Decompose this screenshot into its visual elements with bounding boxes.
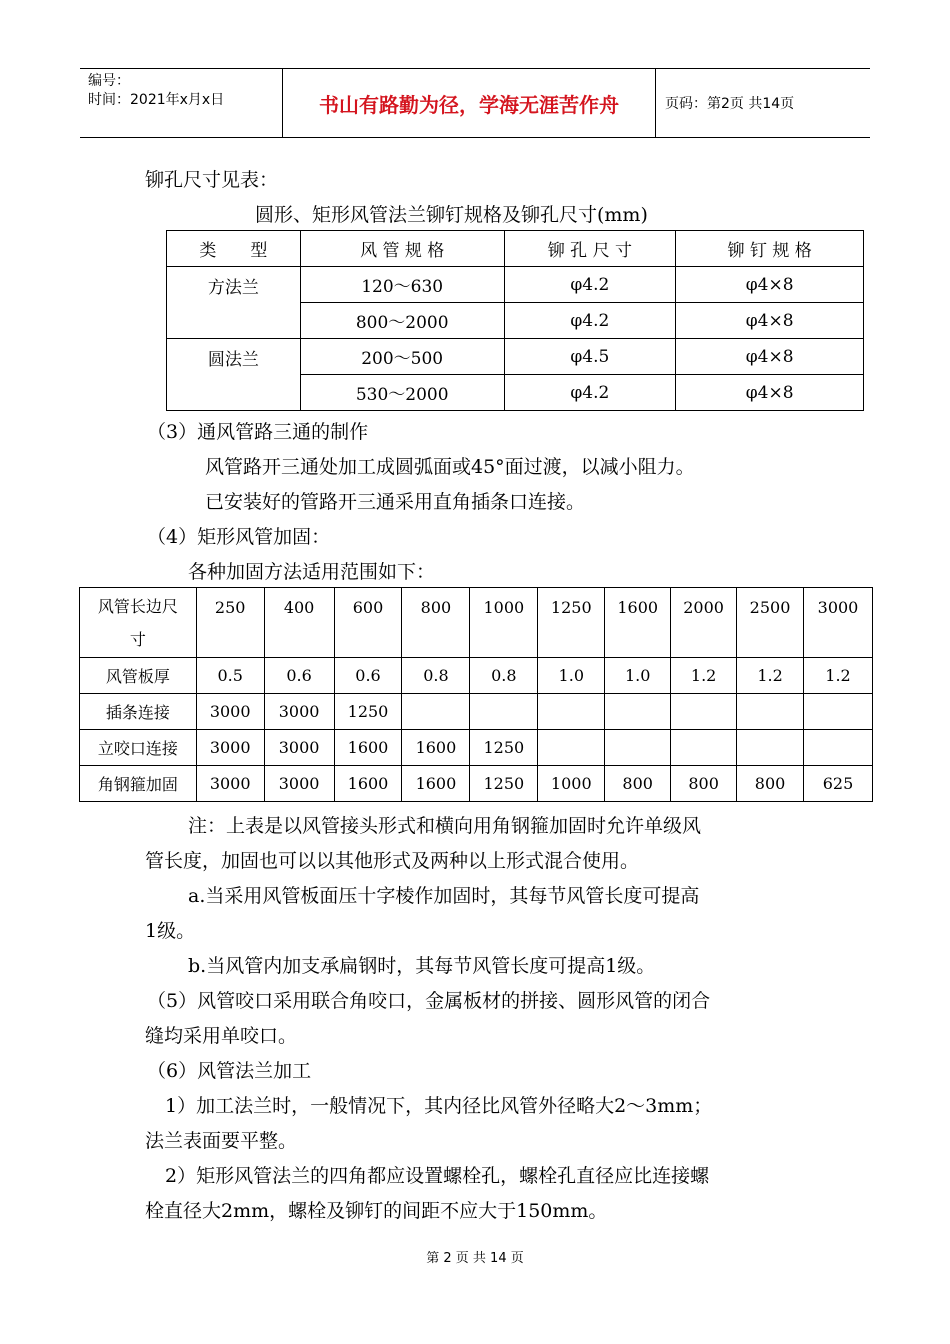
table-cell: [671, 694, 737, 730]
section3-p1: 风管路开三通处加工成圆弧面或45°面过渡，以减小阻力。: [205, 456, 695, 478]
table-cell: 120～630: [300, 267, 504, 303]
table-cell: 3000: [264, 766, 334, 802]
table-cell: 1600: [402, 766, 470, 802]
table-cell: 1250: [470, 766, 538, 802]
table-cell: 3000: [196, 694, 264, 730]
table-cell: φ4.2: [504, 375, 676, 411]
reinforcement-table: [79, 587, 873, 802]
header-cell: 铆 钉 规 格: [676, 231, 864, 267]
table-cell: 1.0: [538, 658, 605, 694]
table-cell: 1600: [334, 730, 402, 766]
rivet-spec-table: [166, 230, 864, 411]
table-row: [80, 694, 873, 730]
size-header-cell: 1600: [605, 588, 671, 658]
table-cell: [538, 730, 605, 766]
size-header-cell: 1000: [470, 588, 538, 658]
header-motto: 书山有路勤为径，学海无涯苦作舟: [283, 69, 656, 137]
table-cell: 3000: [264, 694, 334, 730]
header-meta: [80, 69, 283, 137]
header-page-info: 页码：第2页 共14页: [665, 96, 795, 112]
note-a-line1: a.当采用风管板面压十字棱作加固时，其每节风管长度可提高: [188, 885, 700, 907]
section5-line1: （5）风管咬口采用联合角咬口，金属板材的拼接、圆形风管的闭合: [147, 990, 711, 1012]
size-header-cell: 250: [196, 588, 264, 658]
section5-line2: 缝均采用单咬口。: [145, 1025, 298, 1047]
row-label: 风管板厚: [80, 658, 197, 694]
table-cell: 0.8: [470, 658, 538, 694]
table-cell: 0.6: [264, 658, 334, 694]
size-header-cell: 2000: [671, 588, 737, 658]
table-cell: φ4.2: [504, 303, 676, 339]
header-label-cell: [80, 588, 197, 658]
table-row: [167, 339, 864, 375]
table-cell: 3000: [196, 766, 264, 802]
header-number: 编号：: [88, 73, 130, 89]
table-header-row: [80, 588, 873, 658]
section6-item1-line1: 1）加工法兰时，一般情况下，其内径比风管外径略大2～3mm；: [165, 1095, 713, 1117]
table1-caption: 圆形、矩形风管法兰铆钉规格及铆孔尺寸(mm): [255, 204, 648, 226]
note1-line2: 管长度，加固也可以以其他形式及两种以上形式混合使用。: [145, 850, 640, 872]
size-header-cell: 1250: [538, 588, 605, 658]
header-cell: 风 管 规 格: [300, 231, 504, 267]
table-cell: 1250: [334, 694, 402, 730]
section6-item2-line2: 栓直径大2mm，螺栓及铆钉的间距不应大于150mm。: [145, 1200, 608, 1222]
table-cell: 0.5: [196, 658, 264, 694]
table-cell: 1.2: [737, 658, 804, 694]
size-header-cell: 2500: [737, 588, 804, 658]
type-cell: 圆法兰: [167, 339, 301, 411]
row-label: 插条连接: [80, 694, 197, 730]
table-cell: 0.6: [334, 658, 402, 694]
row-label: 立咬口连接: [80, 730, 197, 766]
section6-item2-line1: 2）矩形风管法兰的四角都应设置螺栓孔，螺栓孔直径应比连接螺: [165, 1165, 710, 1187]
table-cell: 800: [671, 766, 737, 802]
table-cell: [605, 730, 671, 766]
size-header-cell: 600: [334, 588, 402, 658]
page-footer: 第 2 页 共 14 页: [426, 1251, 524, 1266]
table-cell: φ4×8: [676, 267, 864, 303]
table-row: [80, 766, 873, 802]
table-cell: [605, 694, 671, 730]
header-cell: 类 型: [167, 231, 301, 267]
table-header-row: [167, 231, 864, 267]
table-cell: 200～500: [300, 339, 504, 375]
type-cell: 方法兰: [167, 267, 301, 339]
page-header: [80, 68, 870, 138]
table-cell: 800～2000: [300, 303, 504, 339]
table-cell: φ4×8: [676, 375, 864, 411]
size-header-cell: 3000: [804, 588, 873, 658]
table-cell: [671, 730, 737, 766]
table-cell: 1600: [402, 730, 470, 766]
table-cell: [737, 730, 804, 766]
table-cell: 3000: [196, 730, 264, 766]
table-cell: 625: [804, 766, 873, 802]
section4-title: （4）矩形风管加固：: [147, 526, 331, 548]
section6-title: （6）风管法兰加工: [147, 1060, 312, 1082]
table-cell: 1000: [538, 766, 605, 802]
table-cell: 800: [737, 766, 804, 802]
table-cell: [804, 694, 873, 730]
table-cell: 1250: [470, 730, 538, 766]
table-cell: 530～2000: [300, 375, 504, 411]
header-time: 时间：2021年x月x日: [88, 92, 225, 108]
row-label: 角钢箍加固: [80, 766, 197, 802]
table-cell: 3000: [264, 730, 334, 766]
header-label-line: 寸: [129, 629, 146, 649]
section3-p2: 已安装好的管路开三通采用直角插条口连接。: [205, 491, 586, 513]
table-row: [80, 730, 873, 766]
table-row: [80, 658, 873, 694]
table-cell: φ4.2: [504, 267, 676, 303]
table-cell: 0.8: [402, 658, 470, 694]
table-cell: 1600: [334, 766, 402, 802]
table-cell: [737, 694, 804, 730]
table-cell: [470, 694, 538, 730]
table-cell: 1.2: [804, 658, 873, 694]
table-cell: 1.2: [671, 658, 737, 694]
note1-line1: 注：上表是以风管接头形式和横向用角钢箍加固时允许单级风: [188, 815, 702, 837]
note-b: b.当风管内加支承扁钢时，其每节风管长度可提高1级。: [188, 955, 656, 977]
section4-intro: 各种加固方法适用范围如下：: [188, 561, 436, 583]
table-cell: 1.0: [605, 658, 671, 694]
header-cell: 铆 孔 尺 寸: [504, 231, 676, 267]
note-a-line2: 1级。: [145, 920, 196, 942]
table-cell: φ4×8: [676, 339, 864, 375]
table-cell: [804, 730, 873, 766]
table-cell: 800: [605, 766, 671, 802]
table-cell: [402, 694, 470, 730]
table-cell: [538, 694, 605, 730]
table-row: [167, 267, 864, 303]
size-header-cell: 400: [264, 588, 334, 658]
table-cell: φ4.5: [504, 339, 676, 375]
section3-title: （3）通风管路三通的制作: [147, 421, 369, 443]
section6-item1-line2: 法兰表面要平整。: [145, 1130, 298, 1152]
table-cell: φ4×8: [676, 303, 864, 339]
size-header-cell: 800: [402, 588, 470, 658]
header-label-line: 风管长边尺: [97, 596, 178, 616]
intro-text: 铆孔尺寸见表：: [145, 169, 279, 191]
